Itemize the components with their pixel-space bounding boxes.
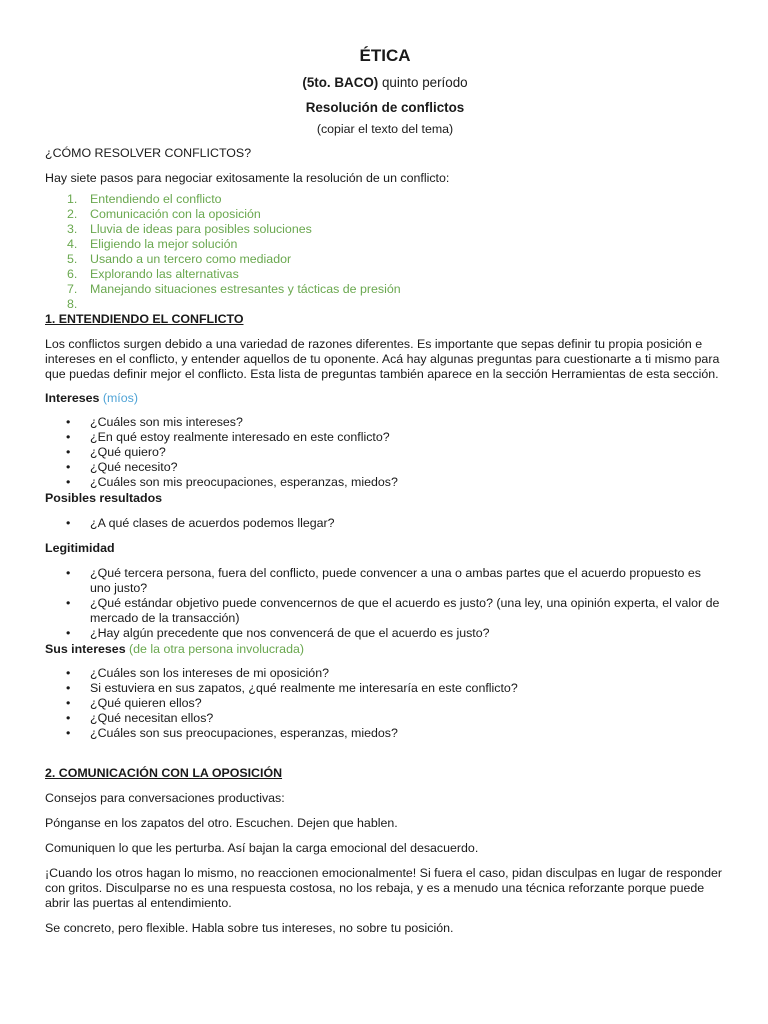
resultados-list [45, 516, 725, 531]
list-item: • ¿Cuáles son mis preocupaciones, esperanzas, miedos? [90, 475, 725, 490]
list-item: 7. Manejando situaciones estresantes y tácticas de presión [67, 282, 401, 296]
intereses-heading: Intereses (míos) [45, 391, 138, 405]
doc-title: ÉTICA [359, 46, 411, 65]
list-item: 5. Usando a un tercero como mediador [67, 252, 292, 266]
intro-text: Hay siete pasos para negociar exitosamente la resolución de un conflicto: [45, 171, 450, 185]
doc-subtitle [45, 74, 725, 91]
resultados-heading: Posibles resultados [45, 491, 163, 505]
doc-note: (copiar el texto del tema) [316, 122, 454, 136]
list-item: • ¿Qué necesitan ellos? [90, 711, 725, 726]
list-item: 8. [67, 297, 78, 311]
list-item: • ¿Qué tercera persona, fuera del conflicto, puede convencer a una o ambas partes que el acuerdo propuesto es uno justo? [90, 566, 725, 596]
section2-p2: Pónganse en los zapatos del otro. Escuchen. Dejen que hablen. [45, 816, 398, 830]
steps-list [45, 192, 725, 312]
section2-p3: Comuniquen lo que les perturba. Así bajan la carga emocional del desacuerdo. [45, 841, 479, 855]
list-item: • ¿En qué estoy realmente interesado en este conflicto? [90, 430, 725, 445]
list-item: • Si estuviera en sus zapatos, ¿qué realmente me interesaría en este conflicto? [90, 681, 725, 696]
list-item: 2. Comunicación con la oposición [67, 207, 261, 221]
section1-body: Los conflictos surgen debido a una variedad de razones diferentes. Es importante que sepas definir tu propia posición e intereses en el conflicto, y entender aquellos de tu oponente. Acá hay algunas preguntas para cuestionarte a ti mismo para que puedas definir mejor el conflicto. Esta lista de preguntas también aparece en la sección Herramientas de esta sección. [45, 337, 720, 381]
list-item: • ¿Hay algún precedente que nos convencerá de que el acuerdo es justo? [90, 626, 725, 641]
subtitle-period: quinto período [378, 75, 468, 90]
list-item: • ¿A qué clases de acuerdos podemos llegar? [90, 516, 725, 531]
section2-p5: Se concreto, pero flexible. Habla sobre tus intereses, no sobre tu posición. [45, 921, 454, 935]
subtitle-course: (5to. BACO) [302, 75, 379, 90]
question-heading: ¿CÓMO RESOLVER CONFLICTOS? [45, 146, 252, 160]
list-item: 6. Explorando las alternativas [67, 267, 239, 281]
list-item: • ¿Cuáles son los intereses de mi oposición? [90, 666, 725, 681]
section1-title: 1. ENTENDIENDO EL CONFLICTO [45, 312, 244, 326]
list-item: • ¿Qué necesito? [90, 460, 725, 475]
section2-p4: ¡Cuando los otros hagan lo mismo, no reaccionen emocionalmente! Si fuera el caso, pidan disculpas en lugar de responder con gritos. Disculparse no es una respuesta costosa, no los rebaja, y es a menudo una técnica reforzante porque puede abrir las puertas al entendimiento. [45, 866, 723, 910]
list-item: • ¿Qué quiero? [90, 445, 725, 460]
section2-p1: Consejos para conversaciones productivas: [45, 791, 285, 805]
list-item: • ¿Cuáles son sus preocupaciones, esperanzas, miedos? [90, 726, 725, 741]
list-item: 1. Entendiendo el conflicto [67, 192, 222, 206]
doc-heading: Resolución de conflictos [305, 100, 465, 115]
intereses-list [45, 415, 725, 490]
sus-intereses-heading: Sus intereses (de la otra persona involucrada) [45, 642, 304, 656]
document-page [45, 46, 725, 946]
list-item: • ¿Qué quieren ellos? [90, 696, 725, 711]
legitimidad-list [45, 566, 725, 641]
list-item: 3. Lluvia de ideas para posibles soluciones [67, 222, 312, 236]
list-item: • ¿Qué estándar objetivo puede convencernos de que el acuerdo es justo? (una ley, una opinión experta, el valor de mercado de la transacción) [90, 596, 725, 626]
section2-title: 2. COMUNICACIÓN CON LA OPOSICIÓN [45, 766, 283, 780]
legitimidad-heading: Legitimidad [45, 541, 115, 555]
list-item: • ¿Cuáles son mis intereses? [90, 415, 725, 430]
list-item: 4. Eligiendo la mejor solución [67, 237, 238, 251]
sus-intereses-list [45, 666, 725, 741]
